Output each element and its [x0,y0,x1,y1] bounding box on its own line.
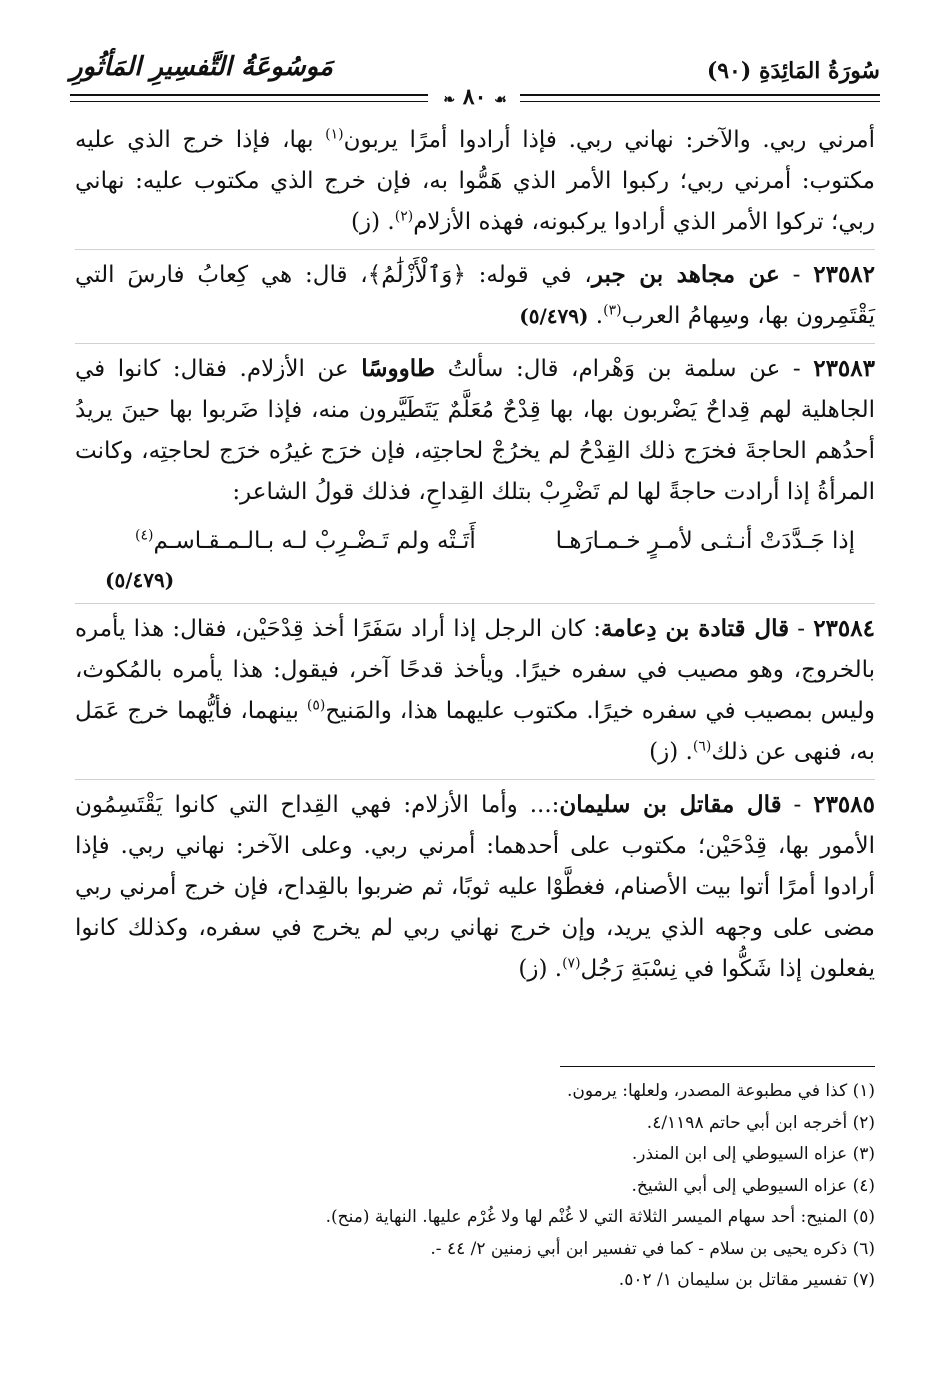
entry-number: ٢٣٥٨٢ [813,261,876,288]
footnote-item: (٢) أخرجه ابن أبي حاتم ٤/١١٩٨. [646,1112,875,1133]
poem-verse [75,513,875,563]
narrator-name: طاووسًا [361,355,436,382]
footnote-marker: (٢) [394,208,414,225]
surah-title: سُورَةُ المَائِدَةِ (٩٠) [706,58,880,84]
poem-hemistich-1: إذا جَـدَّدَتْ أنـثـى لأمـرٍ خـمـارَهـا [555,528,855,554]
paragraph-text: بينهما، فأيُّهما خرج عَمَل به، فنهى عن ذلك [75,698,875,765]
rule-line-left [70,94,428,102]
ornament-left-icon: ❧ [443,92,456,108]
footnote-marker: (٥) [306,697,326,714]
footnote-item: (١) كذا في مطبوعة المصدر، ولعلها: يرمون. [566,1081,875,1101]
entry-23585: ٢٣٥٨٥ - قال مقاتل بن سليمان:... وأما الأزلام: فهي القِداح التي كانوا يَقْتَسِمُون الأمور بها، قِدْحَيْن؛ مكتوب على أحدهما: أمرني ربي. وعلى الآخر: نهاني ربي. فإذا أرادوا أمرًا أتوا بيت الأصنام، فغطَّوْا عليه ثوبًا، ثم ضربوا بالقِداح، فإن خرج أمرني ربي مضى على وجهه الذي يريد، وإن خرج نهاني ربي لم يخرج في سفره، وكذلك كانوا يفعلون إذا شَكُّوا في نِسْبَةِ رَجُل$^{(٧)}$. (ز) [75,791,875,982]
entry-number: ٢٣٥٨٣ [813,355,875,382]
paragraph-text: أمرني ربي. والآخر: نهاني ربي. فإذا أرادوا أمرًا يربون [343,127,875,153]
footnote-rule [560,1066,875,1067]
entry-separator [75,603,875,604]
paragraph-text: ، في قوله: ﴿وَٱلْأَزْلَٰمُ﴾، قال: هي كِعابُ فارسَ التي يَقْتَمِرون بها، وسِهامُ العرب [75,262,875,329]
footnote-item: (٥) المنيح: أحد سهام الميسر الثلاثة التي لا غُنْم لها ولا غُرْم عليها. النهاية (منح). [325,1207,875,1227]
entry-23582: ٢٣٥٨٢ - عن مجاهد بن جبر، في قوله: ﴿وَٱلْأَزْلَٰمُ﴾، قال: هي كِعابُ فارسَ التي يَقْتَمِرون بها، وسِهامُ العرب$^{(٣)}$. (٥/٤٧٩) [75,261,876,329]
ornament-right-icon: ☙ [494,92,507,108]
footnote-item: (٦) ذكره يحيى بن سلام - كما في تفسير ابن أبي زمنين ٢/ ٤٤ -. [430,1238,875,1259]
poem-hemistich-2-group [135,519,476,563]
page-number: ٨٠ [462,84,487,110]
footnotes [75,1076,875,1297]
page-number-group [430,84,520,110]
volume-reference: (٥/٤٧٩) [105,568,175,592]
paragraph-text: . (ز) [518,956,563,982]
paragraph-text: . (ز) [351,209,395,235]
entry-separator [75,779,875,780]
paragraph-text: عن الأزلام. فقال: كانوا في الجاهلية لهم قِداحٌ يَضْربون بها، بها قِدْحٌ مُعَلَّمٌ يَتَطَيَّرون منه، فإذا ضَربوا بها حينَ يريدُ أحدُهم الحاجةَ فخرَج ذلك القِدْحُ لم يخرُجْ لحاجتِه، فإن خرَج غيرُه خرَج لحاجتِه، وكانت المرأةُ إذا أرادت حاجةً لها لم تَضْرِبْ بتلك القِداحِ، فذلك قولُ الشاعر: [75,356,875,505]
paragraph-text: :... وأما الأزلام: فهي القِداح التي كانوا يَقْتَسِمُون الأمور بها، قِدْحَيْن؛ مكتوب على أحدهما: أمرني ربي. وعلى الآخر: نهاني ربي. فإذا أرادوا أمرًا أتوا بيت الأصنام، فغطَّوْا عليه ثوبًا، ثم ضربوا بالقِداح، فإن خرج أمرني ربي مضى على وجهه الذي يريد، وإن خرج نهاني ربي لم يخرج في سفره، وكذلك كانوا يفعلون إذا شَكُّوا في نِسْبَةِ رَجُل [75,792,875,982]
footnote-marker: (٤) [135,527,154,544]
entry-source: قال قتادة بن دِعامة [601,615,790,642]
header-rule [70,84,880,110]
entry-23584: ٢٣٥٨٤ - قال قتادة بن دِعامة: كان الرجل إذا أراد سَفَرًا أخذ قِدْحَيْن، فقال: هذا يأمره بالخروج، وهو مصيب في سفره خيرًا. ويأخذ قدحًا آخر، فيقول: هذا يأمره بالمُكوث، وليس بمصيب في سفره خيرًا. مكتوب عليهما هذا، والمَنيح$^{(٥)}$ بينهما، فأيُّهما خرج عَمَل به، فنهى عن ذلك$^{(٦)}$. (ز) [75,615,875,765]
main-content [75,120,875,990]
entry-separator [75,343,875,344]
paragraph-text: عن سلمة بن وَهْرام، قال: سألتُ [435,356,781,382]
entry-23583: ٢٣٥٨٣ - عن سلمة بن وَهْرام، قال: سألتُ طاووسًا عن الأزلام. فقال: كانوا في الجاهلية لهم قِداحٌ يَضْربون بها، بها قِدْحٌ مُعَلَّمٌ يَتَطَيَّرون منه، فإذا ضَربوا بها حينَ يريدُ أحدُهم الحاجةَ فخرَج ذلك القِدْحُ لم يخرُجْ لحاجتِه، فإن خرَج غيرُه خرَج لحاجتِه، وكانت المرأةُ إذا أرادت حاجةً لها لم تَضْرِبْ بتلك القِداحِ، فذلك قولُ الشاعر: [75,355,875,505]
entry-source: عن مجاهد بن جبر [591,261,780,288]
footnote-item: (٤) عزاه السيوطي إلى أبي الشيخ. [631,1175,875,1196]
poem-hemistich-2: أَتَـتْه ولم تَـضْـرِبْ لـه بـالـمـقـاسـم [153,528,476,554]
footnote-marker: (٦) [692,738,712,755]
entry-number: ٢٣٥٨٥ [813,791,875,818]
paragraph-text: : كان الرجل إذا أراد سَفَرًا أخذ قِدْحَيْن، فقال: هذا يأمره بالخروج، وهو مصيب في سفره خيرًا. ويأخذ قدحًا آخر، فيقول: هذا يأمره بالمُكوث، وليس بمصيب في سفره خيرًا. مكتوب عليهما هذا، والمَنيح [75,616,875,724]
volume-reference: (٥/٤٧٩) [519,304,589,328]
footnote-item: (٣) عزاه السيوطي إلى ابن المنذر. [631,1144,875,1164]
footnote-item: (٧) تفسير مقاتل بن سليمان ١/ ٥٠٢. [618,1270,875,1290]
paragraph-continuation [75,120,875,243]
entry-number: ٢٣٥٨٤ [813,615,875,642]
rule-line-right [520,94,880,102]
footnote-marker: (١) [325,126,344,143]
paragraph-text: . (ز) [649,739,693,765]
footnote-marker: (٣) [603,302,622,319]
entry-separator [75,249,875,250]
entry-source: قال مقاتل بن سليمان [559,791,782,818]
book-title: مَوسُوعَةُ التَّفسِيرِ المَأثُورِ [70,52,333,82]
footnote-marker: (٧) [562,955,581,972]
paragraph-text: بها، فإذا خرج الذي عليه مكتوب: أمرني ربي؛ ركبوا الأمر الذي هَمُّوا به، فإن خرج الذي مكتوب عليه: نهاني ربي؛ تركوا الأمر الذي أرادوا يركبونه، فهذه الأزلام [75,127,875,235]
